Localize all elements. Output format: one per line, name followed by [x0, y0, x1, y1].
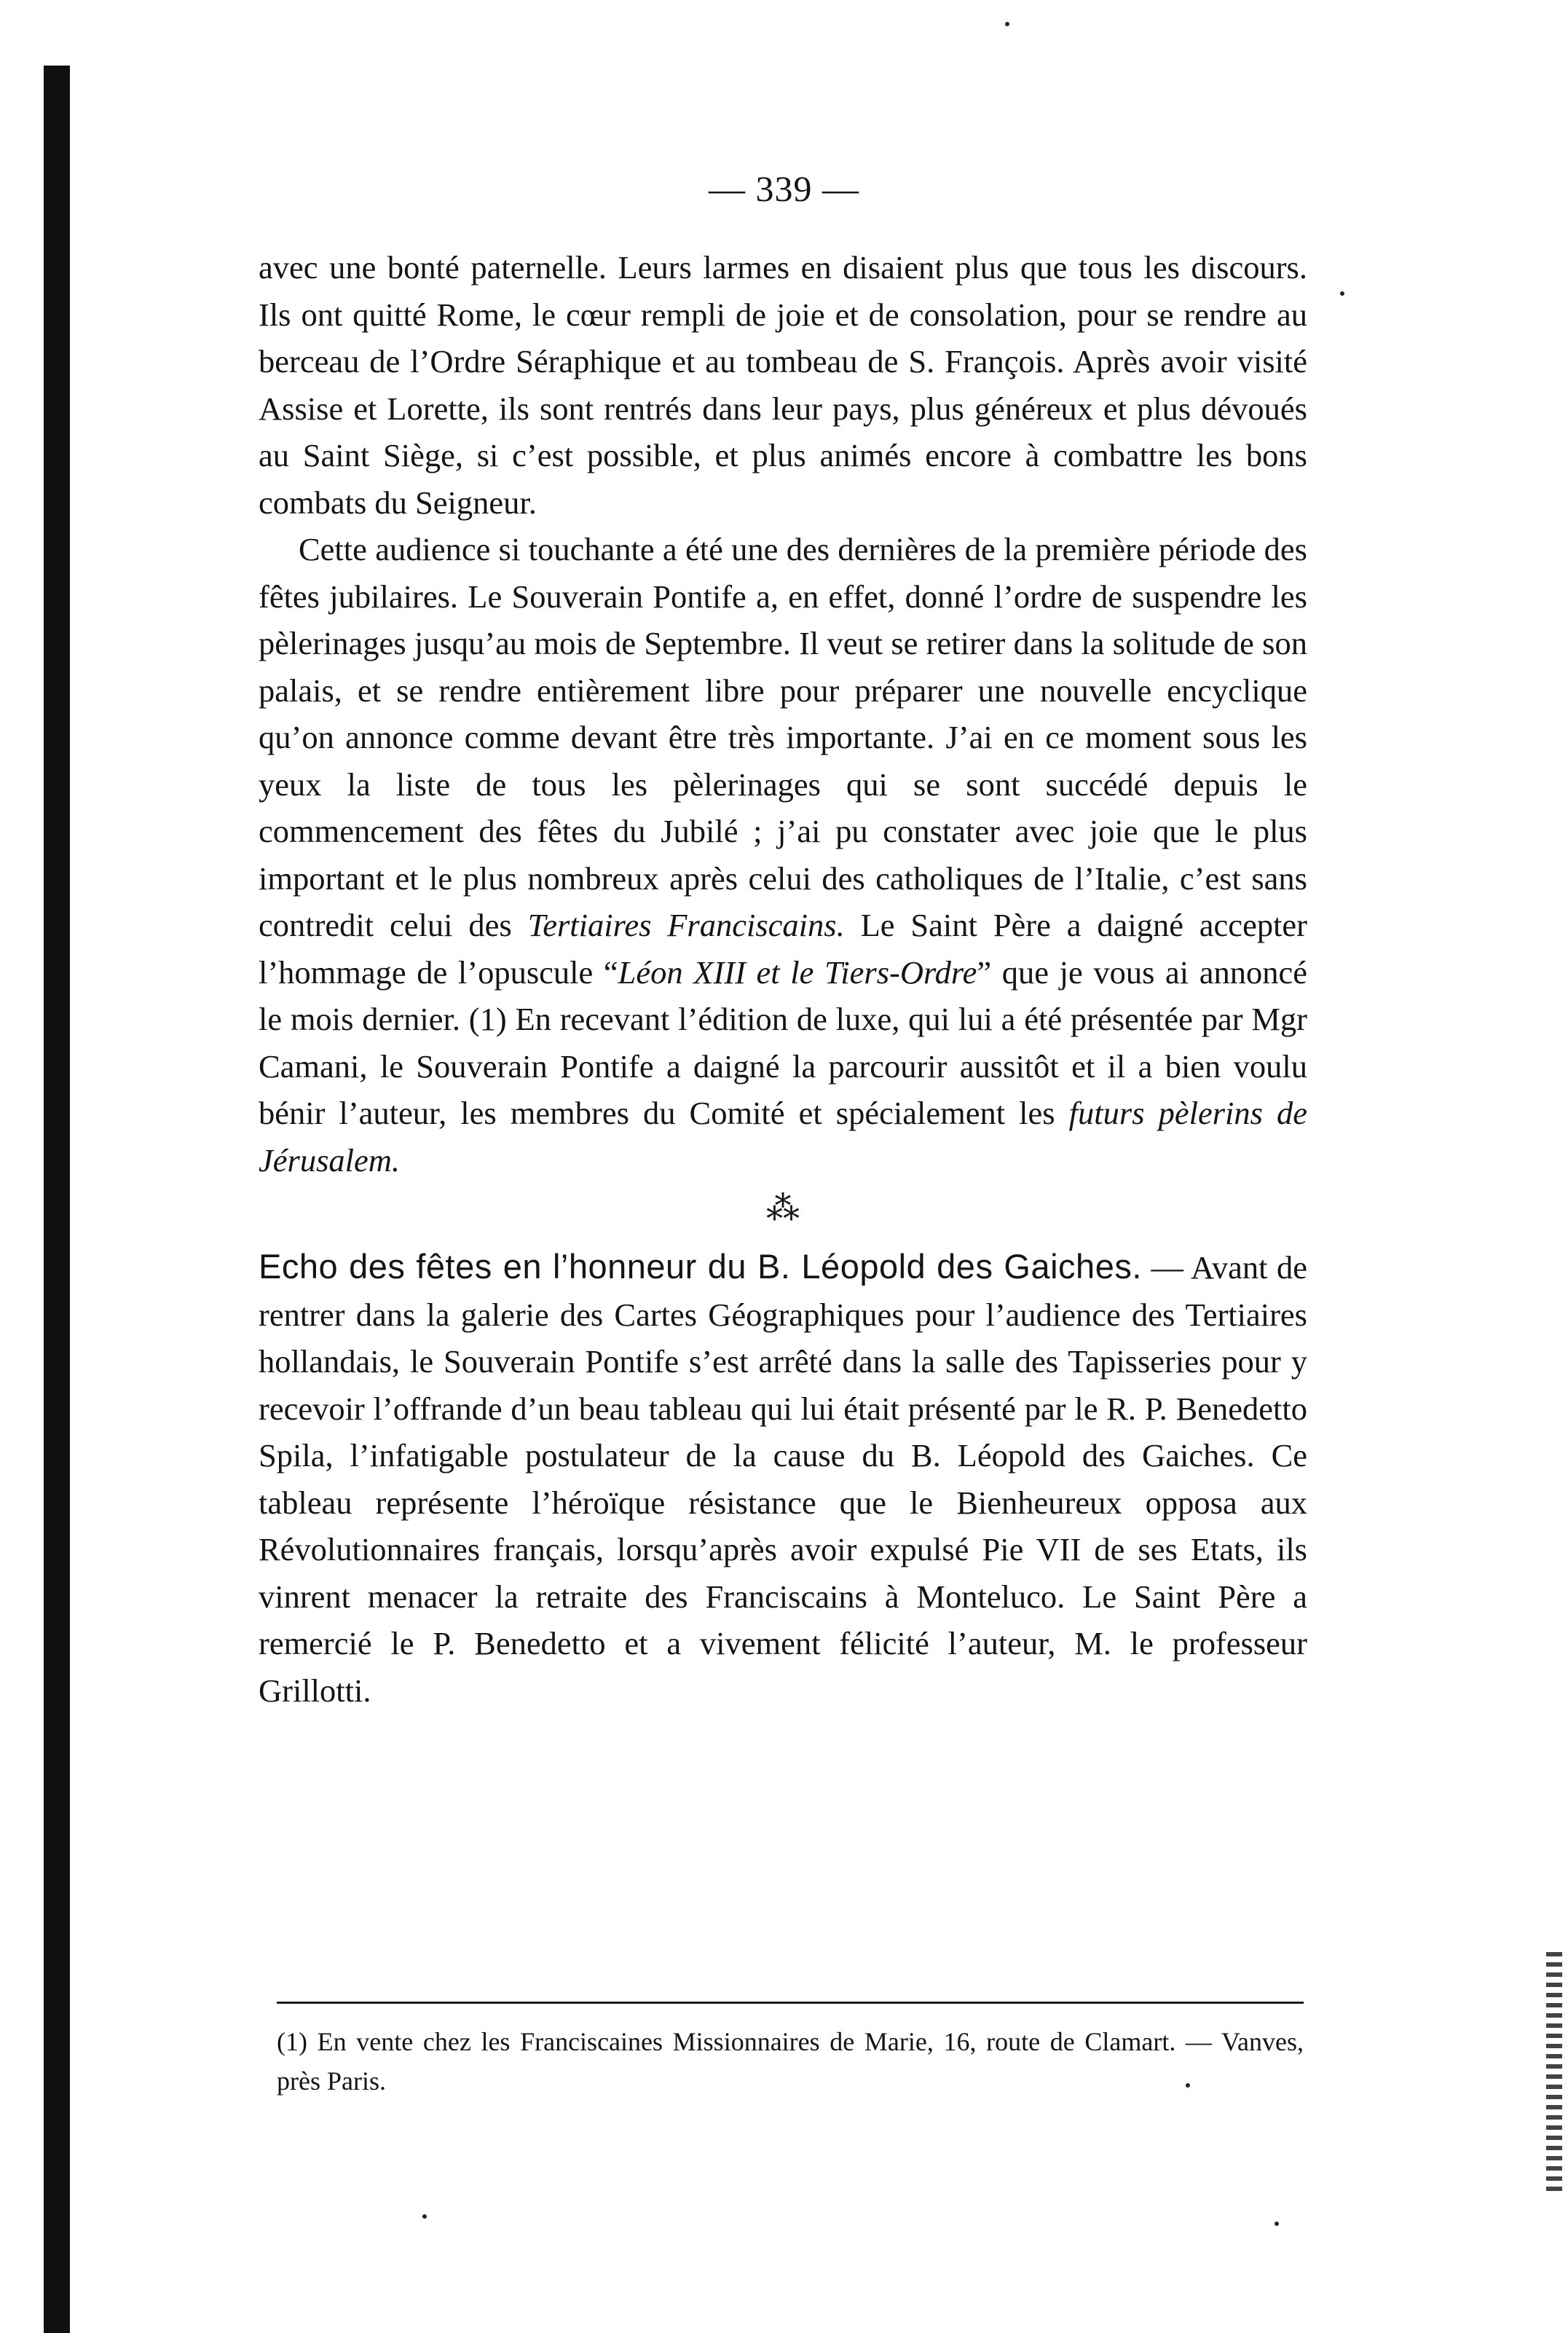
scan-speck [1340, 291, 1344, 296]
section-paragraph [259, 1243, 1307, 1714]
scan-binding-edge [44, 66, 70, 2333]
scan-right-edge-noise [1546, 1952, 1562, 2192]
section-heading: Echo des fêtes en l’honneur du B. Léopold des Gaiches. [259, 1247, 1142, 1286]
main-text [259, 244, 1307, 1714]
footnote [277, 2022, 1304, 2101]
paragraph-2-text-a: Cette audience si touchante a été une des dernières de la première période des fêtes jubilaires. Le Souverain Pontife a, en effet, donné l’ordre de suspendre les pèlerinages jusqu’au mois de Septembre. Il veut se retirer dans la solitude de son palais, et se rendre entièrement libre pour préparer une nouvelle encyclique qu’on annonce comme devant être très importante. J’ai en ce moment sous les yeux la liste de tous les pèlerinages qui se sont succédé depuis le commencement des fêtes du Jubilé ; j’ai pu constater avec joie que le plus important et le plus nombreux après celui des catholiques de l’Italie, c’est sans contredit celui des [259, 531, 1307, 943]
paragraph-2 [259, 526, 1307, 1184]
italic-opuscule-title: Léon XIII et le Tiers-Ordre [618, 953, 977, 991]
section-separator-asterism: ⁂ [766, 1189, 800, 1227]
paragraph-1: avec une bonté paternelle. Leurs larmes en disaient plus que tous les discours. Ils ont quitté Rome, le cœur rempli de joie et de consolation, pour se rendre au berceau de l’Ordre Séraphique et au tombeau de S. François. Après avoir visité Assise et Lorette, ils sont rentrés dans leur pays, plus généreux et plus dévoués au Saint Siège, si c’est possible, et plus animés encore à combattre les bons combats du Seigneur. [259, 249, 1307, 521]
scan-speck [1275, 2222, 1279, 2226]
scan-speck [1005, 22, 1009, 26]
footnote-divider [277, 2002, 1304, 2004]
scan-speck [1186, 2083, 1190, 2088]
footnote-text: (1) En vente chez les Franciscaines Missionnaires de Marie, 16, route de Clamart. — Vanves, près Paris. [277, 2027, 1304, 2096]
italic-futurs-pelerins: futurs pèlerins de Jérusalem. [259, 1095, 1308, 1179]
page-number: — 339 — [709, 168, 859, 209]
scan-speck [422, 2214, 427, 2219]
paragraph-2-text-c: ” que je vous ai annoncé le mois dernier. (1) En recevant l’édition de luxe, qui lui a été présentée par Mgr Camani, le Souverain Pontife a daigné la parcourir aussitôt et il a bien voulu bénir l’auteur, les membres du Comité et spécialement les [259, 953, 1308, 1131]
section-text: — Avant de rentrer dans la galerie des Cartes Géographiques pour l’audience des Tertiaires hollandais, le Souverain Pontife s’est arrêté dans la salle des Tapisseries pour y recevoir l’offrande d’un beau tableau qui lui était présenté par le R. P. Benedetto Spila, l’infatigable postulateur de la cause du B. Léopold des Gaiches. Ce tableau représente l’héroïque résistance que le Bienheureux opposa aux Révolutionnaires français, lorsqu’après avoir expulsé Pie VII de ses Etats, ils vinrent menacer la retraite des Franciscains à Monteluco. Le Saint Père a remercié le P. Benedetto et a vivement félicité l’auteur, M. le professeur Grillotti. [259, 1249, 1308, 1709]
italic-tertiaires: Tertiaires Franciscains. [527, 907, 845, 943]
paragraph-2-text-b: Le Saint Père a daigné accepter l’hommage de l’opuscule “ [259, 907, 1307, 991]
